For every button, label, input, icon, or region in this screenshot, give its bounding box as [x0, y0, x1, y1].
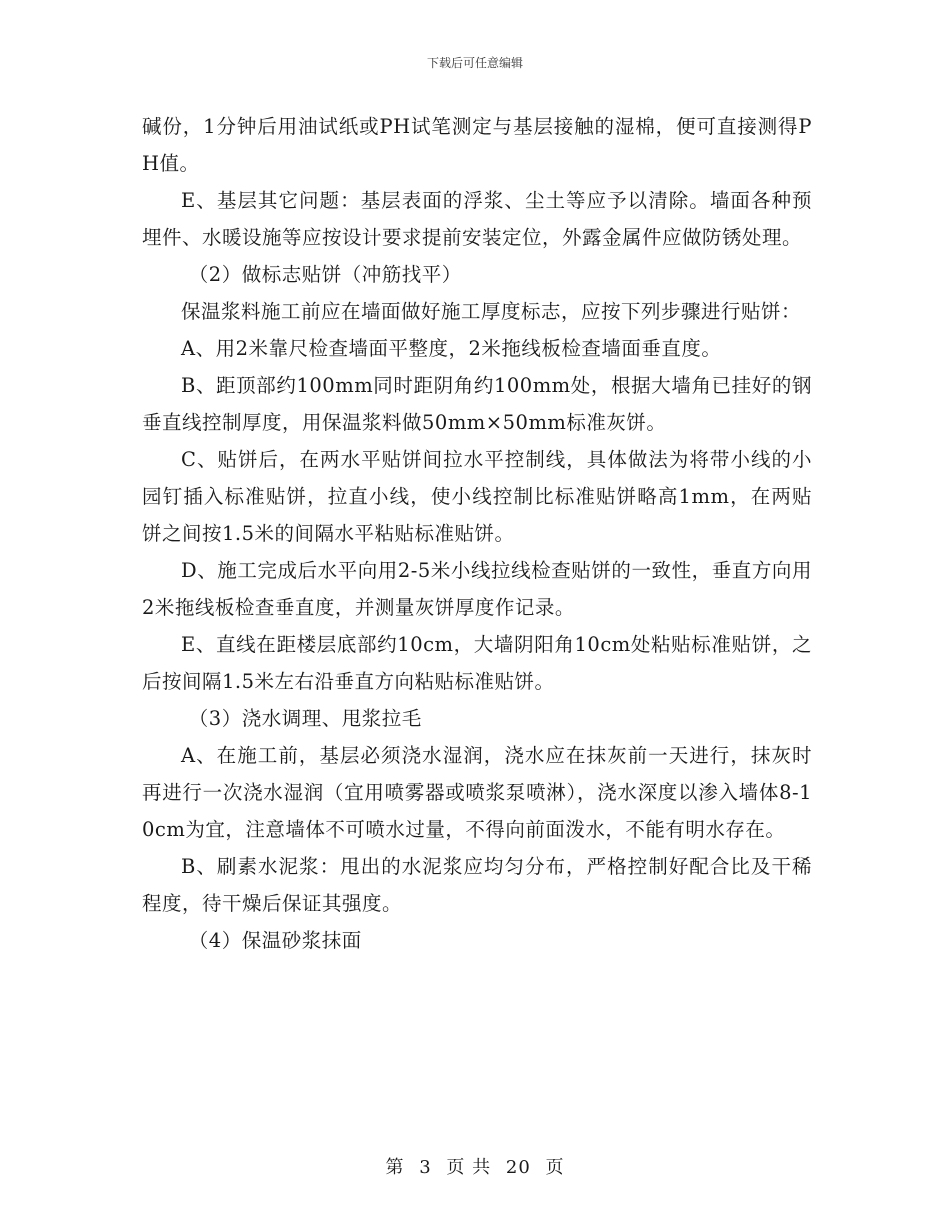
section-heading-2: （2）做标志贴饼（冲筋找平） [188, 263, 462, 286]
paragraph-6: C、贴饼后，在两水平贴饼间拉水平控制线，具体做法为将带小线的小园钉插入标准贴饼，拉直小线，使小线控制比标准贴饼略高1mm，在两贴饼之间按1.5米的间隔水平粘贴标准贴饼。 [142, 448, 812, 545]
paragraph-3: 保温浆料施工前应在墙面做好施工厚度标志，应按下列步骤进行贴饼： [181, 300, 802, 323]
paragraph-9: A、在施工前，基层必须浇水湿润，浇水应在抹灰前一天进行，抹灰时再进行一次浇水湿润（宜用喷雾器或喷浆泵喷淋），浇水深度以渗入墙体8-10cm为宜，注意墙体不可喷水过量，不得向前面泼水，不能有明水存在。 [142, 744, 812, 841]
paragraph-5: B、距顶部约100mm同时距阴角约100mm处，根据大墙角已挂好的钢垂直线控制厚度，用保温浆料做50mm×50mm标准灰饼。 [142, 374, 812, 434]
paragraph-1: 碱份，1分钟后用油试纸或PH试笔测定与基层接触的湿棉，便可直接测得PH值。 [142, 115, 812, 175]
paragraph-2: E、基层其它问题：基层表面的浮浆、尘土等应予以清除。墙面各种预埋件、水暖设施等应按设计要求提前安装定位，外露金属件应做防锈处理。 [142, 189, 812, 249]
page-label-prefix: 第 [385, 1157, 405, 1178]
page-label-suffix: 页 [545, 1157, 565, 1178]
paragraph-8: E、直线在距楼层底部约10cm，大墙阴阳角10cm处粘贴标准贴饼，之后按间隔1.5米左右沿垂直方向粘贴标准贴饼。 [142, 633, 812, 693]
page-footer [0, 1153, 950, 1179]
page-number: 3 [419, 1157, 432, 1178]
section-heading-3: （3）浇水调理、甩浆拉毛 [188, 707, 422, 730]
header-note: 下载后可任意编辑 [426, 56, 523, 70]
document-body [142, 108, 812, 959]
total-pages: 20 [505, 1157, 531, 1178]
paragraph-10: B、刷素水泥浆：甩出的水泥浆应均匀分布，严格控制好配合比及干稀程度，待干燥后保证其强度。 [142, 855, 812, 915]
paragraph-7: D、施工完成后水平向用2-5米小线拉线检查贴饼的一致性，垂直方向用2米拖线板检查垂直度，并测量灰饼厚度作记录。 [142, 559, 812, 619]
paragraph-4: A、用2米靠尺检查墙面平整度，2米拖线板检查墙面垂直度。 [181, 337, 722, 360]
page-label-mid: 页 共 [446, 1157, 492, 1178]
section-heading-4: （4）保温砂浆抹面 [188, 929, 362, 952]
